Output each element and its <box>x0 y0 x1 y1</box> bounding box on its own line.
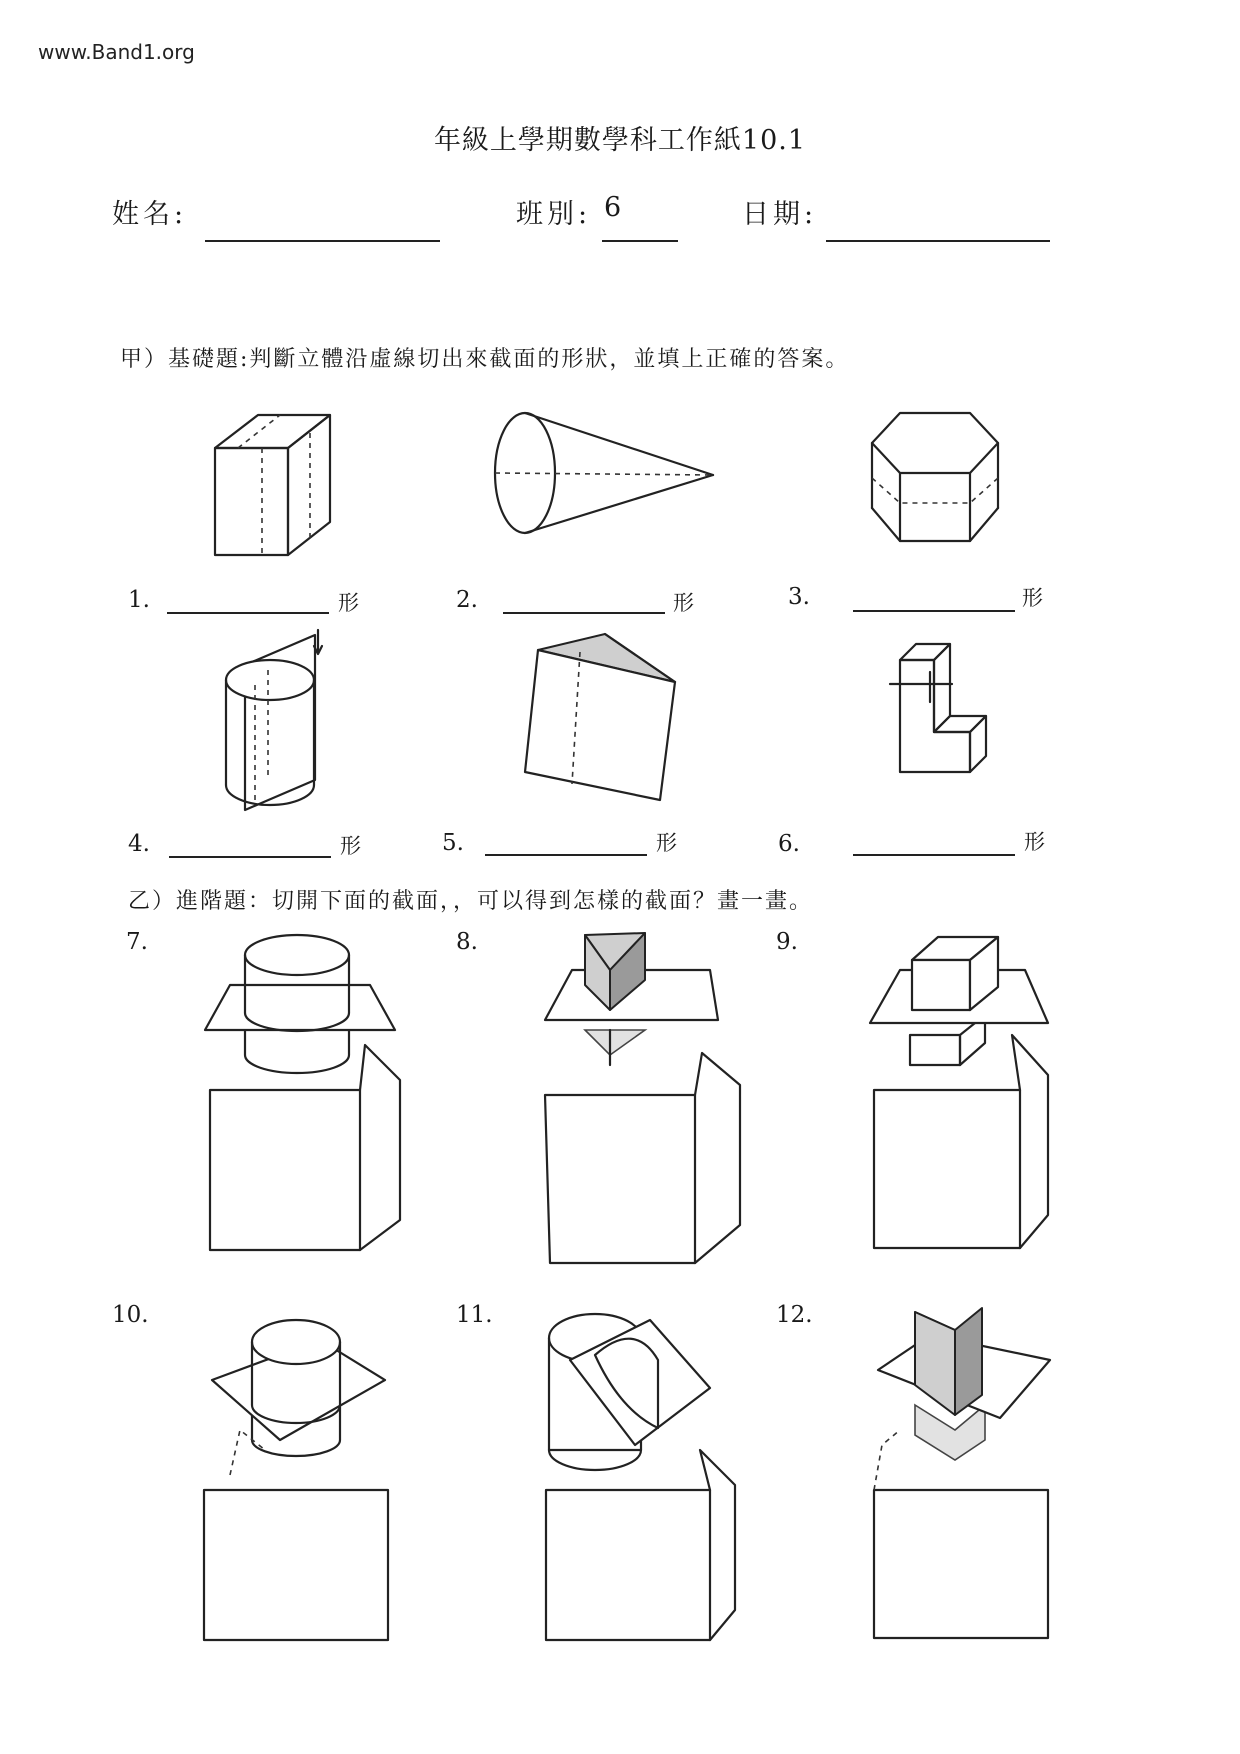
question-3-number: 3. <box>788 584 810 610</box>
question-2-suffix: 形 <box>673 591 694 615</box>
question-1-suffix: 形 <box>338 591 359 615</box>
answer-6-field[interactable] <box>853 854 1015 856</box>
question-5-number: 5. <box>442 830 464 856</box>
name-label: 姓名: <box>112 199 188 230</box>
class-field[interactable] <box>602 240 678 242</box>
figure-rectangular-prism <box>200 400 350 570</box>
question-6-suffix: 形 <box>1024 830 1045 854</box>
question-6-number: 6. <box>778 831 800 857</box>
question-8-number: 8. <box>456 929 478 955</box>
question-9-number: 9. <box>776 929 798 955</box>
answer-3-field[interactable] <box>853 610 1015 612</box>
question-10-number: 10. <box>112 1302 149 1328</box>
figure-cone <box>485 408 725 538</box>
figure-cylinder-horizontal-cut <box>200 925 400 1265</box>
question-3-suffix: 形 <box>1022 586 1043 610</box>
figure-triangular-prism-horizontal-cut <box>540 925 740 1275</box>
figure-cube-horizontal-cut <box>870 925 1060 1265</box>
figure-cylinder <box>220 630 330 820</box>
date-field[interactable] <box>826 240 1050 242</box>
question-11-number: 11. <box>456 1302 493 1328</box>
name-field[interactable] <box>205 240 440 242</box>
figure-cylinder-slanted-cut <box>540 1300 740 1650</box>
question-4-suffix: 形 <box>340 834 361 858</box>
site-url: www.Band1.org <box>38 40 195 64</box>
worksheet-title: 年級上學期數學科工作紙10.1 <box>433 125 807 156</box>
figure-triangular-prism-tilted-cut <box>870 1300 1060 1650</box>
answer-5-field[interactable] <box>485 854 647 856</box>
figure-l-block <box>890 632 1010 782</box>
class-value: 6 <box>604 192 622 223</box>
date-label: 日期: <box>742 199 818 230</box>
class-label: 班別: <box>516 199 592 230</box>
figure-hexagonal-prism <box>860 403 1020 563</box>
figure-cylinder-tilted-cut <box>200 1300 400 1650</box>
figure-triangular-prism <box>520 622 690 812</box>
section-a-heading: 甲）基礎題:判斷立體沿虛線切出來截面的形狀，並填上正確的答案。 <box>120 347 850 372</box>
answer-4-field[interactable] <box>169 856 331 858</box>
section-b-heading: 乙）進階題：切開下面的截面，，可以得到怎樣的截面？畫一畫。 <box>128 889 814 914</box>
question-5-suffix: 形 <box>656 831 677 855</box>
question-7-number: 7. <box>126 929 148 955</box>
answer-2-field[interactable] <box>503 612 665 614</box>
question-4-number: 4. <box>128 831 150 857</box>
question-2-number: 2. <box>456 587 478 613</box>
answer-1-field[interactable] <box>167 612 329 614</box>
question-12-number: 12. <box>776 1302 813 1328</box>
question-1-number: 1. <box>128 587 150 613</box>
